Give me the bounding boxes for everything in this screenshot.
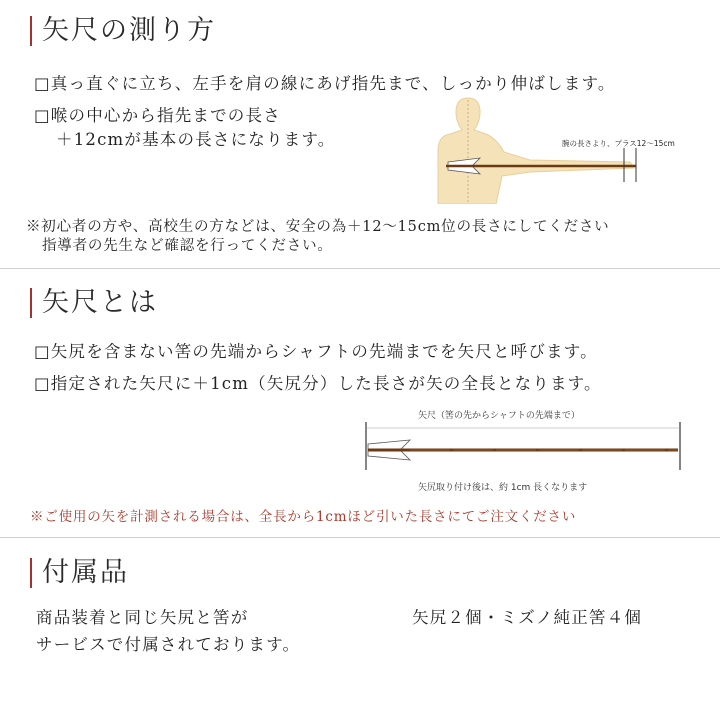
measure-note-1: ※初心者の方や、高校生の方などは、安全の為＋12～15cm位の長さにしてください [26,219,610,235]
accessories-left-2: サービスで付属されております。 [36,635,301,654]
arm-measure-figure [410,96,700,204]
divider-2 [0,537,720,538]
measure-line-3: ＋12cmが基本の長さになります。 [56,130,336,149]
yajaku-red-note: ※ご使用の矢を計測される場合は、全長から1cmほど引いた長さにてご注文ください [30,509,577,525]
arrow-length-figure [360,404,690,496]
yajaku-heading: 矢尺とは [30,288,158,318]
figure-top-label: 矢尺（筈の先からシャフトの先端まで） [418,411,580,421]
measure-line-2: □喉の中心から指先までの長さ [34,106,281,125]
accessories-right: 矢尻２個・ミズノ純正筈４個 [412,608,643,627]
yajaku-line-1: □矢尻を含まない筈の先端からシャフトの先端までを矢尺と呼びます。 [34,342,598,361]
accessories-left-1: 商品装着と同じ矢尻と筈が [36,608,249,627]
measure-line-1: □真っ直ぐに立ち、左手を肩の線にあげ指先まで、しっかり伸ばします。 [34,74,616,93]
yajaku-line-2: □指定された矢尺に＋1cm（矢尻分）した長さが矢の全長となります。 [34,374,602,393]
measure-note-2: 指導者の先生など確認を行ってください。 [42,238,333,254]
divider-1 [0,268,720,269]
measure-heading: 矢尺の測り方 [30,16,216,46]
accessories-heading: 付属品 [30,558,129,588]
figure-bottom-label: 矢尻取り付け後は、約 1cm 長くなります [418,483,588,493]
figure-label: 腕の長さより、プラス12～15cm [562,139,675,148]
